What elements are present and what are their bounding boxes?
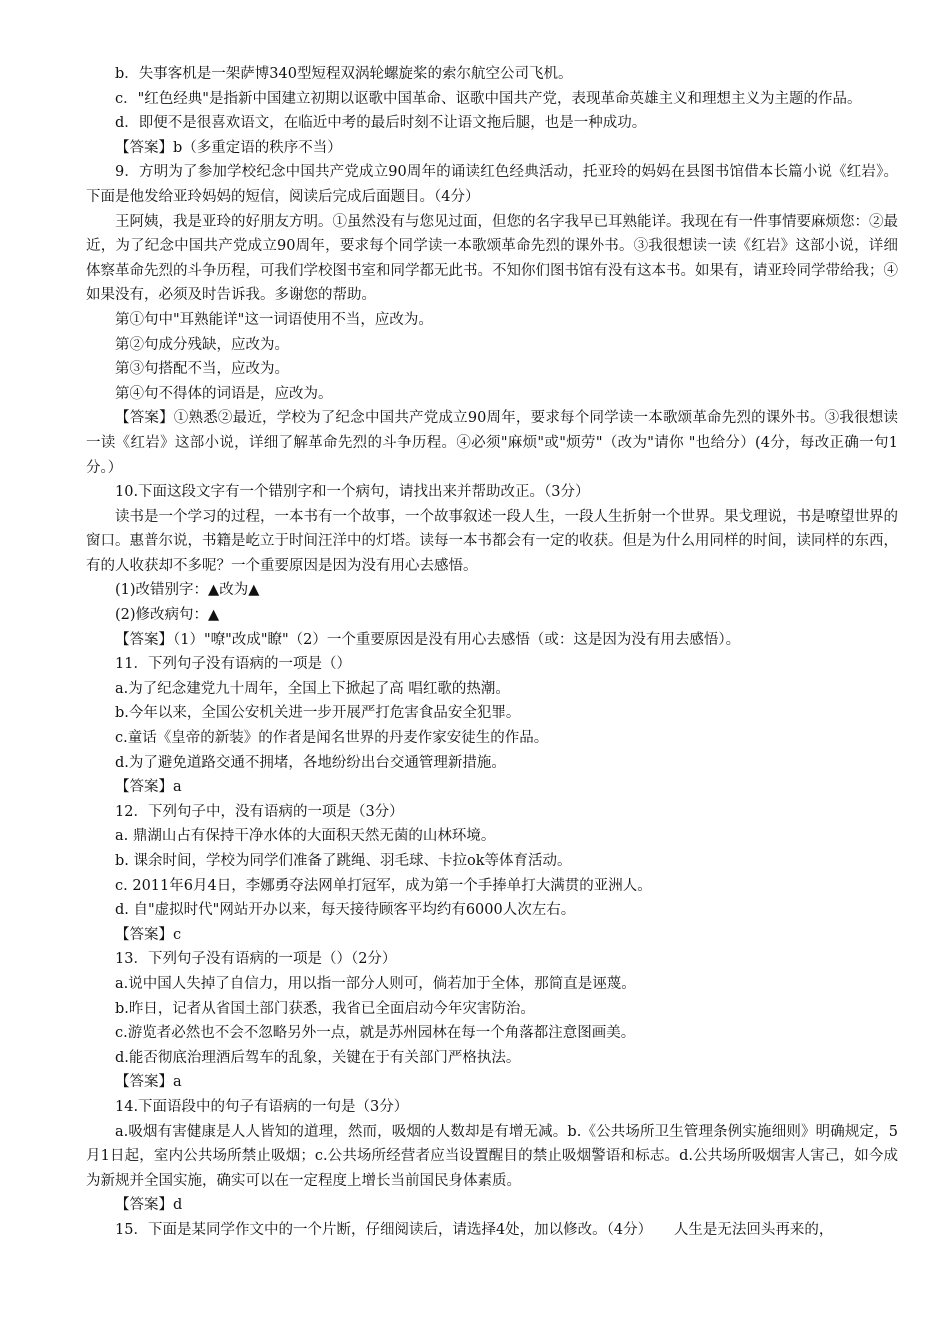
q12-option-d: d. 自"虚拟时代"网站开办以来，每天接待顾客平均约有6000人次左右。 (115, 902, 576, 919)
answer-text: 【答案】①熟悉②最近，学校为了纪念中国共产党成立90周年，要求每个同学读一本歌颂革命先烈的课外书。③我很想读一读《红岩》这部小说，详细了解革命先烈的斗争历程。④必须"麻烦"或"烦劳"（改为"请你 "也给分）(4分，每改正确一句1分。） (86, 410, 898, 476)
question-11: 11．下列句子没有语病的一项是（） (115, 656, 351, 673)
q13-option-a: a.说中国人失掉了自信力，用以指一部分人则可，倘若加于全体，那简直是诬蔑。 (115, 975, 636, 992)
answer-text: 【答案】a (115, 1074, 182, 1091)
q11-option-b: b.今年以来，全国公安机关进一步开展严打危害食品安全犯罪。 (115, 705, 521, 722)
q13-option-d: d.能否彻底治理酒后驾车的乱象，关键在于有关部门严格执法。 (115, 1049, 521, 1066)
q10-sub-1: (1)改错别字：▲改为▲ (115, 582, 260, 599)
q10-sub-2: (2)修改病句：▲ (115, 607, 220, 624)
answer-text: 【答案】d (115, 1197, 183, 1214)
sms-passage: 王阿姨，我是亚玲的好朋友方明。①虽然没有与您见过面，但您的名字我早已耳熟能详。我现在有一件事情要麻烦您：②最近，为了纪念中国共产党成立90周年，要求每个同学读一本歌颂革命先烈的课外书。③我很想读一读《红岩》这部小说，详细体察革命先烈的斗争历程，可我们学校图书室和同学都无此书。不知你们图书馆有没有这本书。如果有，请亚玲同学带给我；④如果没有，必须及时告诉我。多谢您的帮助。 (86, 213, 898, 304)
answer-text: 【答案】（1）"嘹"改成"瞭"（2）一个重要原因是没有用心去感悟（或：这是因为没有用去感悟）。 (115, 631, 741, 648)
q11-option-d: d.为了避免道路交通不拥堵，各地纷纷出台交通管理新措施。 (115, 754, 506, 771)
q11-option-c: c.童话《皇帝的新装》的作者是闻名世界的丹麦作家安徒生的作品。 (115, 730, 549, 747)
q9-sub-2: 第②句成分残缺，应改为。 (115, 336, 289, 353)
q9-sub-4: 第④句不得体的词语是，应改为。 (115, 385, 333, 402)
option-b-text: b．失事客机是一架萨博340型短程双涡轮螺旋桨的索尔航空公司飞机。 (115, 66, 573, 82)
q13-option-c: c.游览者必然也不会不忽略另外一点，就是苏州园林在每一个角落都注意图画美。 (115, 1025, 636, 1042)
question-14: 14.下面语段中的句子有语病的一句是（3分） (115, 1098, 409, 1115)
q11-option-a: a.为了纪念建党九十周年，全国上下掀起了高 唱红歌的热潮。 (115, 680, 510, 697)
answer-text: 【答案】c (115, 926, 182, 943)
q9-sub-3: 第③句搭配不当，应改为。 (115, 361, 289, 378)
answer-text: 【答案】a (115, 779, 182, 796)
question-9: 9．方明为了参加学校纪念中国共产党成立90周年的诵读红色经典活动，托亚玲的妈妈在县图书馆借本长篇小说《红岩》。下面是他发给亚玲妈妈的短信，阅读后完成后面题目。（4分） (86, 164, 898, 205)
q12-option-b: b. 课余时间，学校为同学们准备了跳绳、羽毛球、卡拉ok等体育活动。 (115, 853, 572, 869)
q12-option-c: c. 2011年6月4日，李娜勇夺法网单打冠军，成为第一个手捧单打大满贯的亚洲人。 (115, 877, 652, 894)
q12-option-a: a. 鼎湖山占有保持干净水体的大面积天然无菌的山林环境。 (115, 828, 496, 845)
option-c-text: c．"红色经典"是指新中国建立初期以讴歌中国革命、讴歌中国共产党，表现革命英雄主义和理想主义为主题的作品。 (115, 90, 862, 107)
reading-passage: 读书是一个学习的过程，一本书有一个故事，一个故事叙述一段人生，一段人生折射一个世界。果戈理说，书是嘹望世界的窗口。惠普尔说，书籍是屹立于时间汪洋中的灯塔。读每一本书都会有一定的收获。但是为什么用同样的时间，读同样的东西，有的人收获却不多呢？一个重要原因是因为没有用心去感悟。 (86, 508, 898, 574)
q9-sub-1: 第①句中"耳熟能详"这一词语使用不当，应改为。 (115, 311, 433, 328)
answer-text: 【答案】b（多重定语的秩序不当） (115, 139, 342, 156)
question-10: 10.下面这段文字有一个错别字和一个病句，请找出来并帮助改正。（3分） (115, 484, 590, 501)
q14-passage: a.吸烟有害健康是人人皆知的道理，然而，吸烟的人数却是有增无减。b.《公共场所卫生管理条例实施细则》明确规定，5月1日起，室内公共场所禁止吸烟；c.公共场所经营者应当设置醒目的禁止吸烟警语和标志。d.公共场所吸烟害人害己，如今成为新规并全国实施，确实可以在一定程度上增长当前国民身体素质。 (86, 1123, 898, 1189)
question-13: 13．下列句子没有语病的一项是（）（2分） (115, 951, 397, 968)
question-12: 12．下列句子中，没有语病的一项是（3分） (115, 803, 404, 820)
option-d-text: d．即便不是很喜欢语文，在临近中考的最后时刻不让语文拖后腿，也是一种成功。 (115, 115, 647, 132)
q13-option-b: b.昨日，记者从省国土部门获悉，我省已全面启动今年灾害防治。 (115, 1000, 535, 1017)
question-15: 15．下面是某同学作文中的一个片断，仔细阅读后，请选择4处，加以修改。（4分） 人生是无法回头再来的， (115, 1221, 834, 1238)
